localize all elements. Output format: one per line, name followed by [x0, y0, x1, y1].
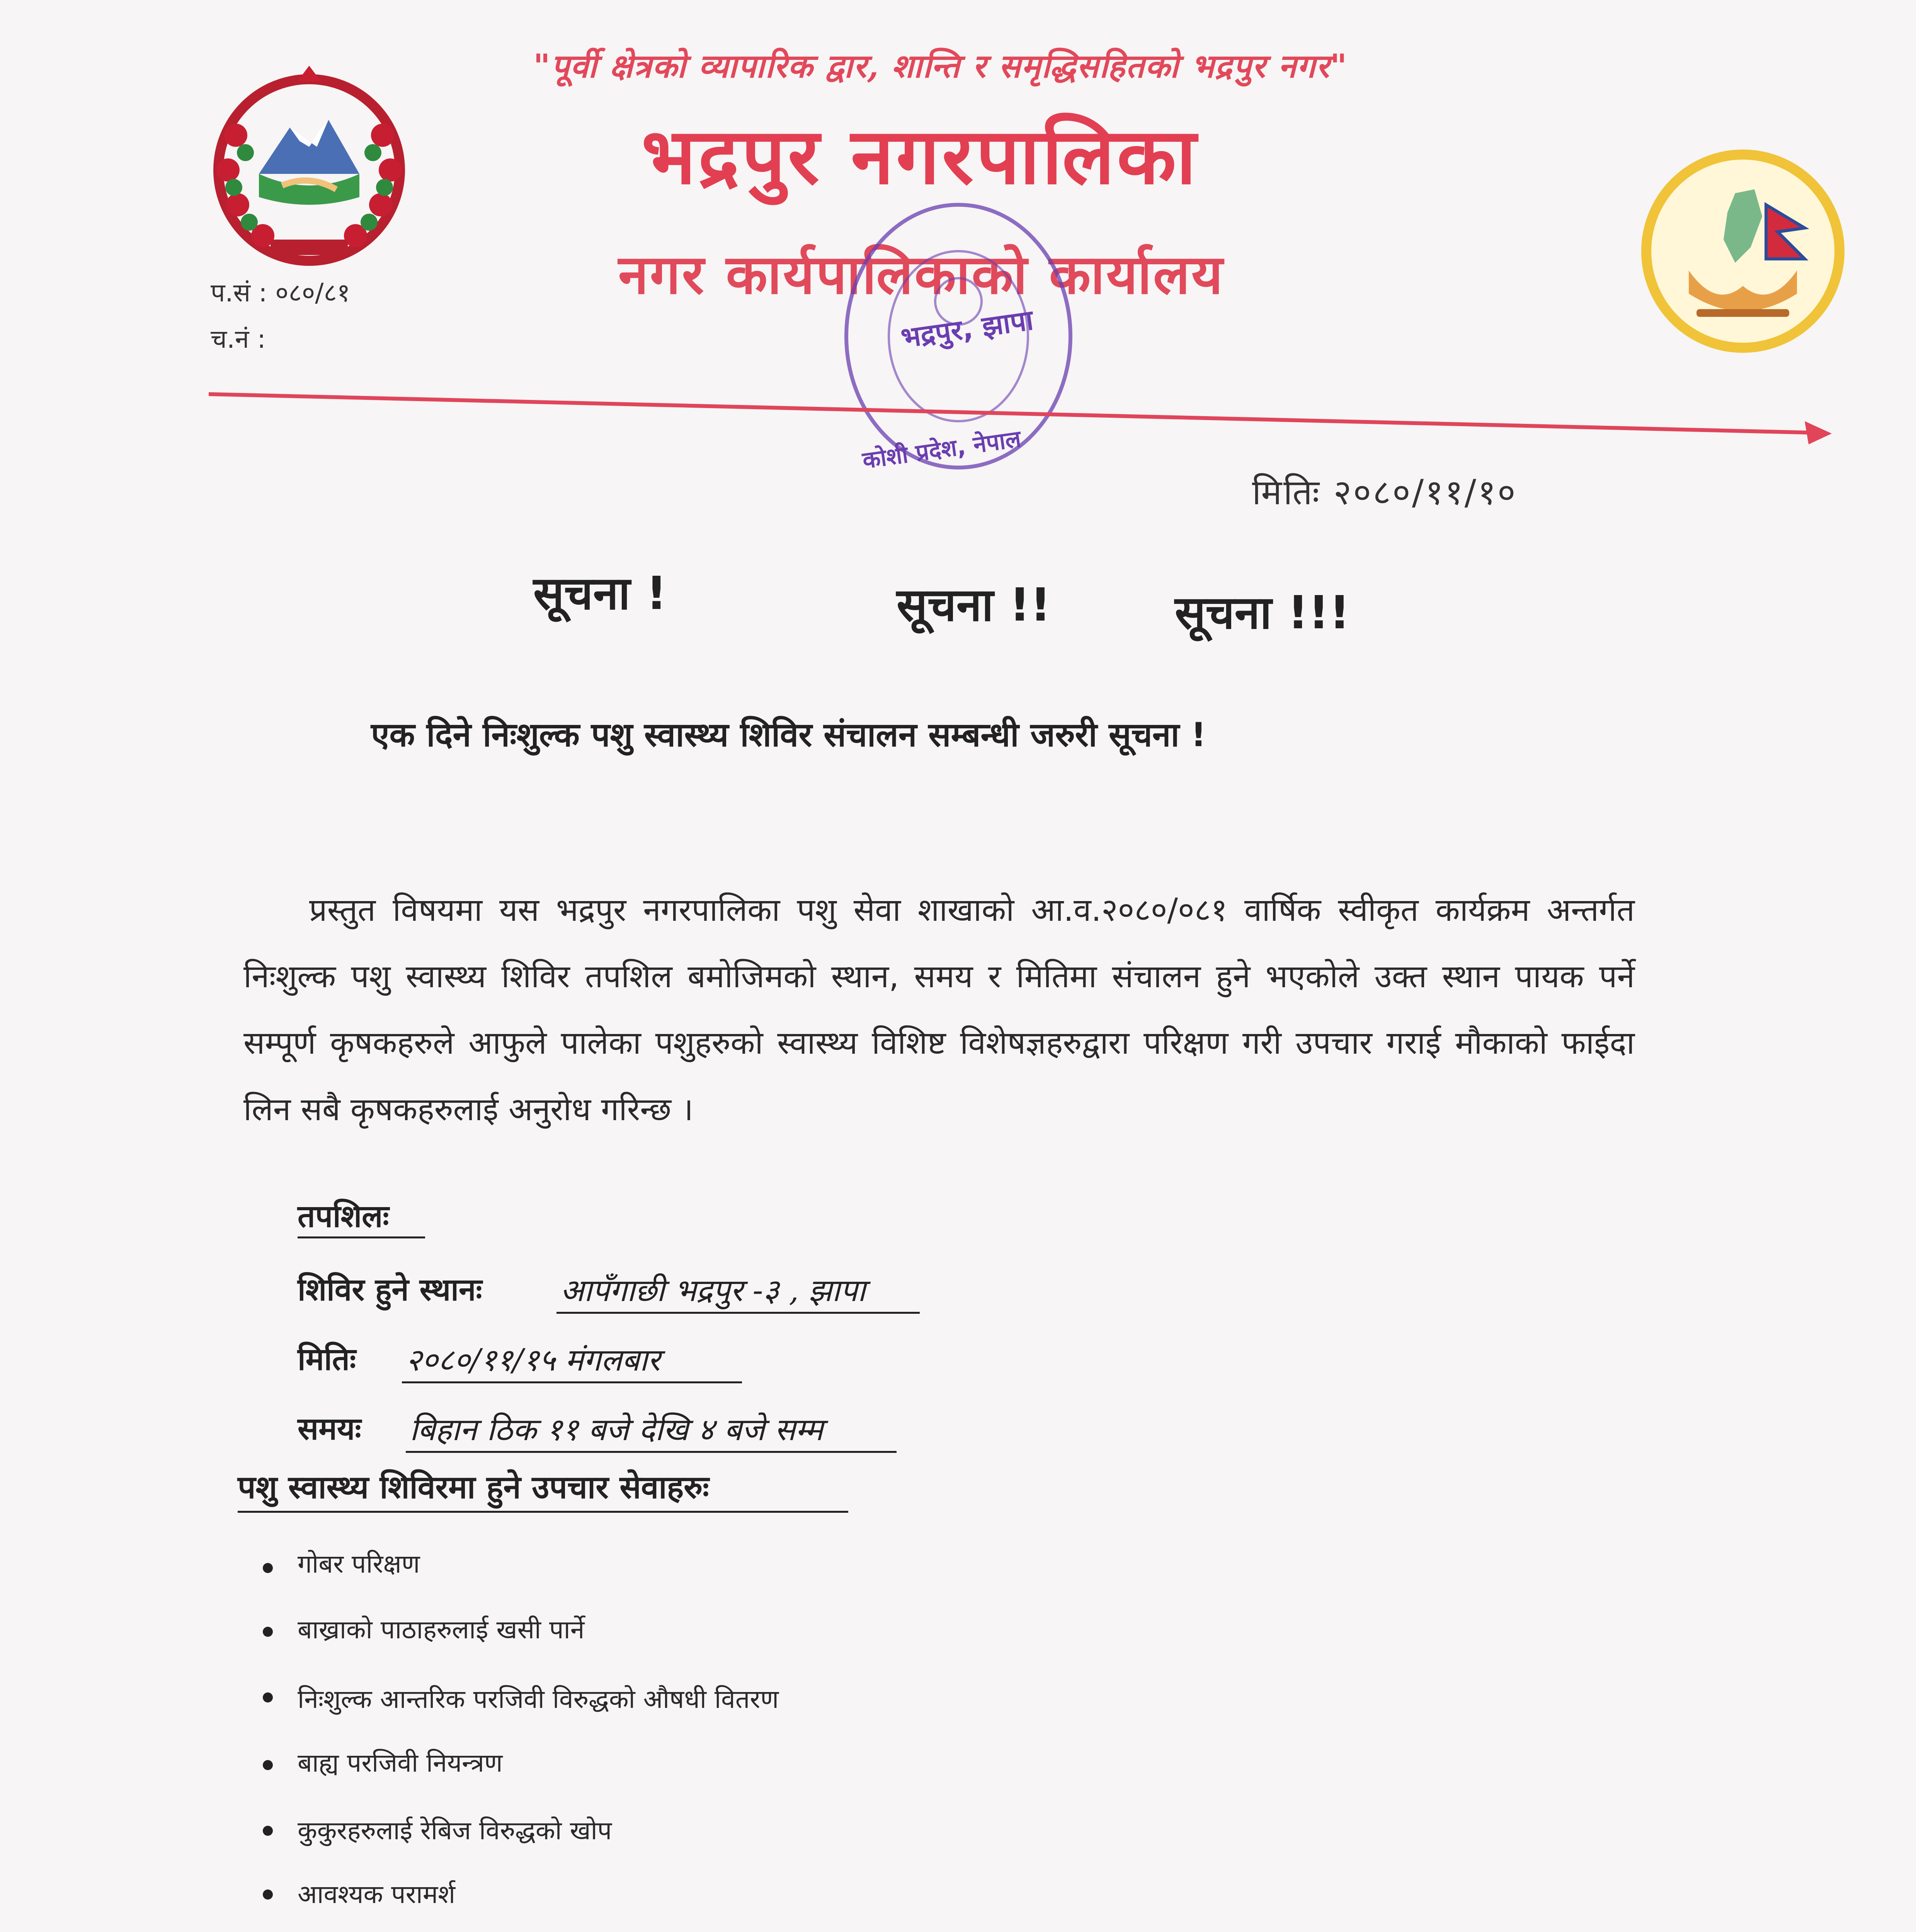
- service-item: आवश्यक परामर्श: [298, 1879, 456, 1909]
- camp-date-value: २०८०/११/१५ मंगलबार: [406, 1342, 660, 1378]
- notice-heading-3: सूचना !!!: [1175, 586, 1350, 639]
- office-name: नगर कार्यपालिकाको कार्यालय: [618, 243, 1225, 306]
- municipality-tagline: "पूर्वी क्षेत्रको व्यापारिक द्वार, शान्ति र समृद्धिसहितको भद्रपुर नगर": [533, 47, 1348, 85]
- notice-body: प्रस्तुत विषयमा यस भद्रपुर नगरपालिका पशु सेवा शाखाको आ.व.२०८०/०८१ वार्षिक स्वीकृत कार्यक्रम अन्तर्गत निःशुल्क पशु स्वास्थ्य शिविर तपशिल बमोजिमको स्थान, समय र मितिमा संचालन हुने भएकोले उक्त स्थान पायक पर्ने सम्पूर्ण कृषकहरुले आफुले पालेका पशुहरुको स्वास्थ्य विशिष्ट विशेषज्ञहरुद्वारा परिक्षण गरी उपचार गराई मौकाको फाईदा लिन सबै कृषकहरुलाई अनुरोध गरिन्छ ।: [243, 892, 1635, 1128]
- schedule-heading: तपशिलः: [298, 1198, 389, 1234]
- letter-date: मितिः २०८०/११/१०: [1252, 472, 1517, 513]
- camp-place-label: शिविर हुने स्थानः: [298, 1272, 482, 1308]
- services-heading: पशु स्वास्थ्य शिविरमा हुने उपचार सेवाहरुः: [238, 1469, 709, 1506]
- dispatch-number: च.नं :: [211, 324, 266, 354]
- header-divider: [209, 390, 1839, 444]
- municipality-name: भद्रपुर नगरपालिका: [642, 112, 1199, 202]
- camp-time-value: बिहान ठिक ११ बजे देखि ४ बजे सम्म: [410, 1412, 824, 1447]
- nepal-emblem-logo: [201, 58, 417, 274]
- camp-time-label: समयः: [298, 1411, 361, 1447]
- stamp-province: कोशी प्रदेश, नेपाल: [861, 425, 1023, 474]
- reference-number: प.सं : ०८०/८१: [211, 278, 351, 308]
- bhadrapur-municipality-logo: [1639, 147, 1847, 355]
- camp-date-label: मितिः: [298, 1341, 356, 1377]
- service-item: बाह्य परजिवी नियन्त्रण: [298, 1748, 503, 1778]
- camp-place-value: आपँगाछी भद्रपुर -३ , झापा: [560, 1272, 866, 1308]
- notice-heading-1: सूचना !: [533, 566, 667, 620]
- notice-heading-2: सूचना !!: [897, 578, 1051, 631]
- service-item: बाख्राको पाठाहरुलाई खसी पार्ने: [298, 1615, 585, 1645]
- service-item: कुकुरहरुलाई रेबिज विरुद्धको खोप: [298, 1816, 612, 1845]
- service-item: गोबर परिक्षण: [298, 1549, 420, 1579]
- service-item: निःशुल्क आन्तरिक परजिवी विरुद्धको औषधी वितरण: [298, 1684, 779, 1714]
- notice-subject: एक दिने निःशुल्क पशु स्वास्थ्य शिविर संचालन सम्बन्धी जरुरी सूचना !: [371, 716, 1206, 754]
- stamp-location: भद्रपुर, झापा: [899, 303, 1035, 354]
